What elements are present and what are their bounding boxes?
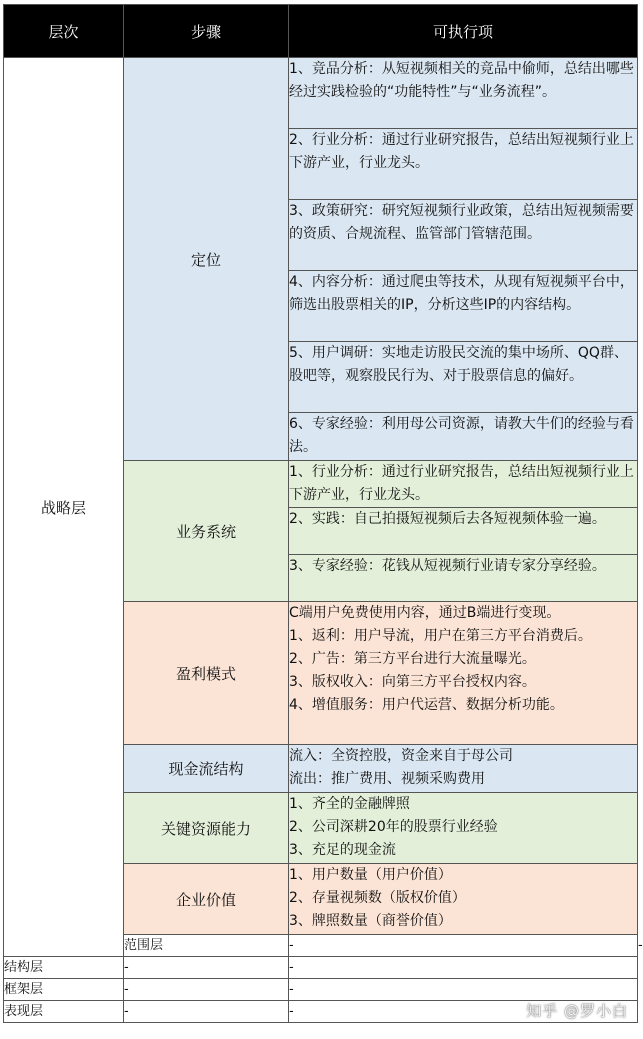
action-item: 6、专家经验：利用母公司资源，请教大牛们的经验与看法。 bbox=[289, 413, 638, 461]
level-structure: 结构层 bbox=[4, 957, 124, 979]
table-row bbox=[4, 957, 638, 979]
action-item: 2、行业分析：通过行业研究报告，总结出短视频行业上下游产业，行业龙头。 bbox=[289, 129, 638, 200]
header-action: 可执行项 bbox=[289, 5, 638, 58]
value-line: 2、存量视频数（版权价值） bbox=[289, 890, 466, 906]
action-item: 3、政策研究：研究短视频行业政策，总结出短视频需要的资质、合规流程、监管部门管辖范围。 bbox=[289, 200, 638, 271]
level-surface: 表现层 bbox=[4, 1001, 124, 1023]
value-items bbox=[289, 864, 638, 935]
cashflow-line: 流出：推广费用、视频采购费用 bbox=[289, 771, 485, 787]
cashflow-line: 流入：全资控股，资金来自于母公司 bbox=[289, 748, 513, 764]
step-business-system: 业务系统 bbox=[124, 461, 289, 602]
table-row: 范围层 - - bbox=[4, 935, 638, 957]
watermark: 知乎 @罗小白 bbox=[526, 1002, 628, 1020]
header-step: 步骤 bbox=[124, 5, 289, 58]
action-item: 4、内容分析：通过爬虫等技术，从现有短视频平台中，筛选出股票相关的IP，分析这些IP的内容结构。 bbox=[289, 271, 638, 342]
resources-items bbox=[289, 793, 638, 864]
step-cell: - bbox=[124, 957, 289, 979]
profit-line: 1、返利：用户导流，用户在第三方平台消费后。 bbox=[289, 628, 592, 644]
strategy-table bbox=[3, 4, 643, 1023]
value-line: 3、牌照数量（商誉价值） bbox=[289, 913, 452, 929]
level-scope: 范围层 bbox=[124, 935, 289, 957]
step-enterprise-value: 企业价值 bbox=[124, 864, 289, 935]
profit-line: 2、广告：第三方平台进行大流量曝光。 bbox=[289, 651, 536, 667]
profit-line: 4、增值服务：用户代运营、数据分析功能。 bbox=[289, 697, 564, 713]
step-cell: - bbox=[124, 979, 289, 1001]
table-row bbox=[4, 58, 638, 129]
level-skeleton: 框架层 bbox=[4, 979, 124, 1001]
profit-line: C端用户免费使用内容，通过B端进行变现。 bbox=[289, 605, 561, 621]
step-cell: - bbox=[124, 1001, 289, 1023]
profit-items bbox=[289, 602, 638, 745]
action-item: 3、专家经验：花钱从短视频行业请专家分享经验。 bbox=[289, 555, 638, 602]
step-profit-model: 盈利模式 bbox=[124, 602, 289, 745]
header-row bbox=[4, 5, 638, 58]
action-item: 1、行业分析：通过行业研究报告，总结出短视频行业上下游产业，行业龙头。 bbox=[289, 461, 638, 508]
resources-line: 2、公司深耕20年的股票行业经验 bbox=[289, 819, 498, 835]
value-line: 1、用户数量（用户价值） bbox=[289, 867, 452, 883]
step-cashflow: 现金流结构 bbox=[124, 745, 289, 793]
resources-line: 3、充足的现金流 bbox=[289, 842, 396, 858]
action-item: 1、竞品分析：从短视频相关的竞品中偷师，总结出哪些经过实践检验的“功能特性”与“业务流程”。 bbox=[289, 58, 638, 129]
action-cell: - bbox=[289, 979, 638, 1001]
action-item: 2、实践：自己拍摄短视频后去各短视频体验一遍。 bbox=[289, 508, 638, 555]
header-level: 层次 bbox=[4, 5, 124, 58]
level-strategy: 战略层 bbox=[4, 58, 124, 957]
action-cell: - bbox=[289, 957, 638, 979]
action-cell: - bbox=[289, 1001, 638, 1023]
step-positioning: 定位 bbox=[124, 58, 289, 461]
table-row bbox=[4, 979, 638, 1001]
action-item: 5、用户调研：实地走访股民交流的集中场所、QQ群、股吧等，观察股民行为、对于股票信息的偏好。 bbox=[289, 342, 638, 413]
cashflow-items bbox=[289, 745, 638, 793]
step-key-resources: 关键资源能力 bbox=[124, 793, 289, 864]
step-cell: - bbox=[289, 935, 638, 957]
profit-line: 3、版权收入：向第三方平台授权内容。 bbox=[289, 674, 536, 690]
resources-line: 1、齐全的金融牌照 bbox=[289, 796, 410, 812]
